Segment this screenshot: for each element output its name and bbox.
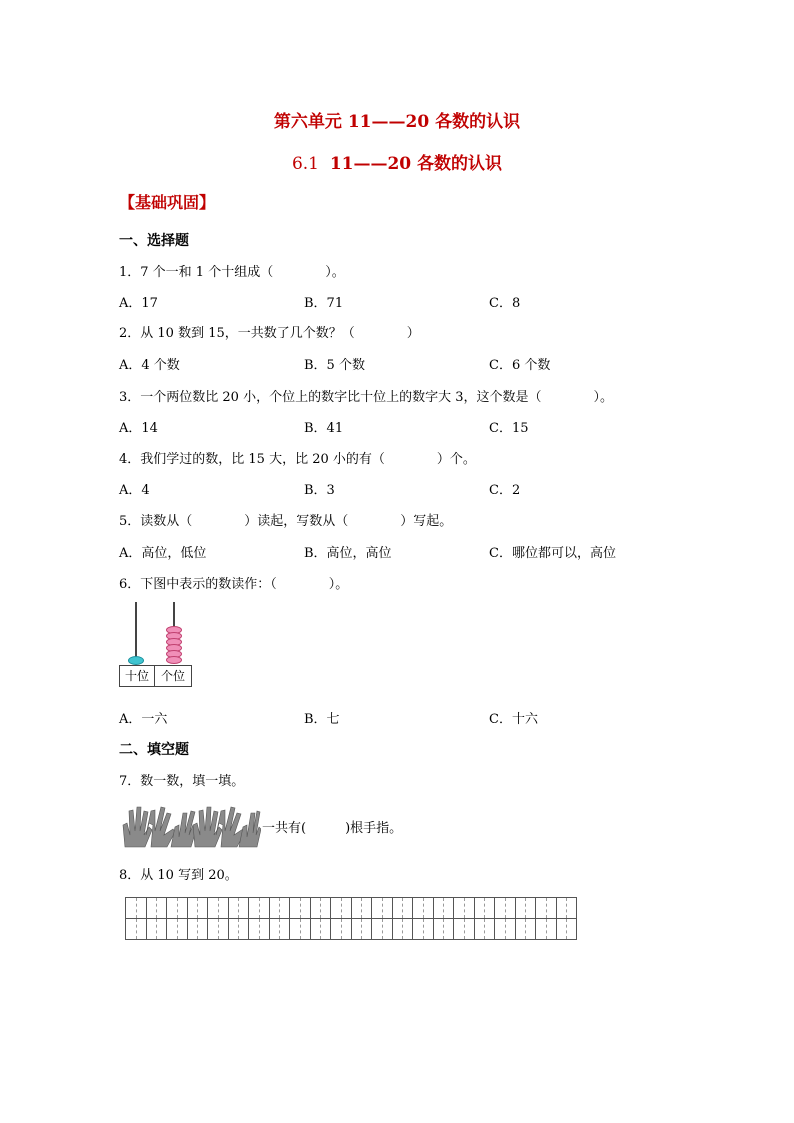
section-tag: 【基础巩固】 bbox=[119, 193, 216, 212]
question-6: 6．下图中表示的数读作：（ ）。 bbox=[119, 577, 349, 592]
question-3: 3．一个两位数比 20 小，个位上的数字比十位上的数字大 3，这个数是（ ）。 bbox=[119, 390, 613, 405]
tens-bead bbox=[128, 656, 144, 665]
question-1: 1．7 个一和 1 个十组成（ ）。 bbox=[119, 265, 345, 280]
grid-row bbox=[126, 919, 577, 940]
question-7-answer-line[interactable]: 一共有( )根手指。 bbox=[262, 821, 403, 836]
tens-rod bbox=[135, 602, 137, 662]
question-1-option-a[interactable]: A．17 bbox=[119, 296, 158, 311]
question-4-option-b[interactable]: B．3 bbox=[304, 483, 335, 498]
ones-bead bbox=[166, 656, 182, 664]
section-choice-heading: 一、选择题 bbox=[119, 233, 189, 249]
writing-grid[interactable] bbox=[125, 897, 577, 940]
question-7: 7．数一数，填一填。 bbox=[119, 774, 245, 789]
question-2-option-a[interactable]: A．4 个数 bbox=[119, 358, 180, 373]
hands-image bbox=[121, 803, 261, 848]
question-4-option-c[interactable]: C．2 bbox=[489, 483, 521, 498]
question-6-option-a[interactable]: A．一六 bbox=[119, 712, 168, 727]
question-5-option-c[interactable]: C．哪位都可以，高位 bbox=[489, 546, 616, 561]
grid-row bbox=[126, 898, 577, 919]
question-5-option-a[interactable]: A．高位，低位 bbox=[119, 546, 207, 561]
question-3-option-a[interactable]: A．14 bbox=[119, 421, 158, 436]
question-6-option-c[interactable]: C．十六 bbox=[489, 712, 538, 727]
question-3-option-b[interactable]: B．41 bbox=[304, 421, 344, 436]
ones-label: 个位 bbox=[154, 665, 192, 687]
lesson-number: 6.1 bbox=[291, 154, 319, 174]
abacus-figure bbox=[119, 602, 193, 688]
question-8: 8．从 10 写到 20。 bbox=[119, 868, 238, 883]
question-1-option-c[interactable]: C．8 bbox=[489, 296, 521, 311]
question-5-option-b[interactable]: B．高位，高位 bbox=[304, 546, 392, 561]
question-4-option-a[interactable]: A．4 bbox=[119, 483, 150, 498]
unit-title: 第六单元 11——20 各数的认识 bbox=[273, 112, 521, 132]
question-2: 2．从 10 数到 15，一共数了几个数？（ ） bbox=[119, 326, 420, 341]
lesson-name: 11——20 各数的认识 bbox=[329, 154, 503, 174]
question-4: 4．我们学过的数，比 15 大，比 20 小的有（ ）个。 bbox=[119, 452, 476, 467]
question-3-option-c[interactable]: C．15 bbox=[489, 421, 529, 436]
question-6-option-b[interactable]: B．七 bbox=[304, 712, 340, 727]
question-2-option-c[interactable]: C．6 个数 bbox=[489, 358, 551, 373]
section-fill-heading: 二、填空题 bbox=[119, 742, 189, 758]
question-1-option-b[interactable]: B．71 bbox=[304, 296, 344, 311]
question-5: 5．读数从（ ）读起，写数从（ ）写起。 bbox=[119, 514, 453, 529]
lesson-title bbox=[0, 149, 794, 174]
question-2-option-b[interactable]: B．5 个数 bbox=[304, 358, 365, 373]
tens-label: 十位 bbox=[119, 665, 155, 687]
